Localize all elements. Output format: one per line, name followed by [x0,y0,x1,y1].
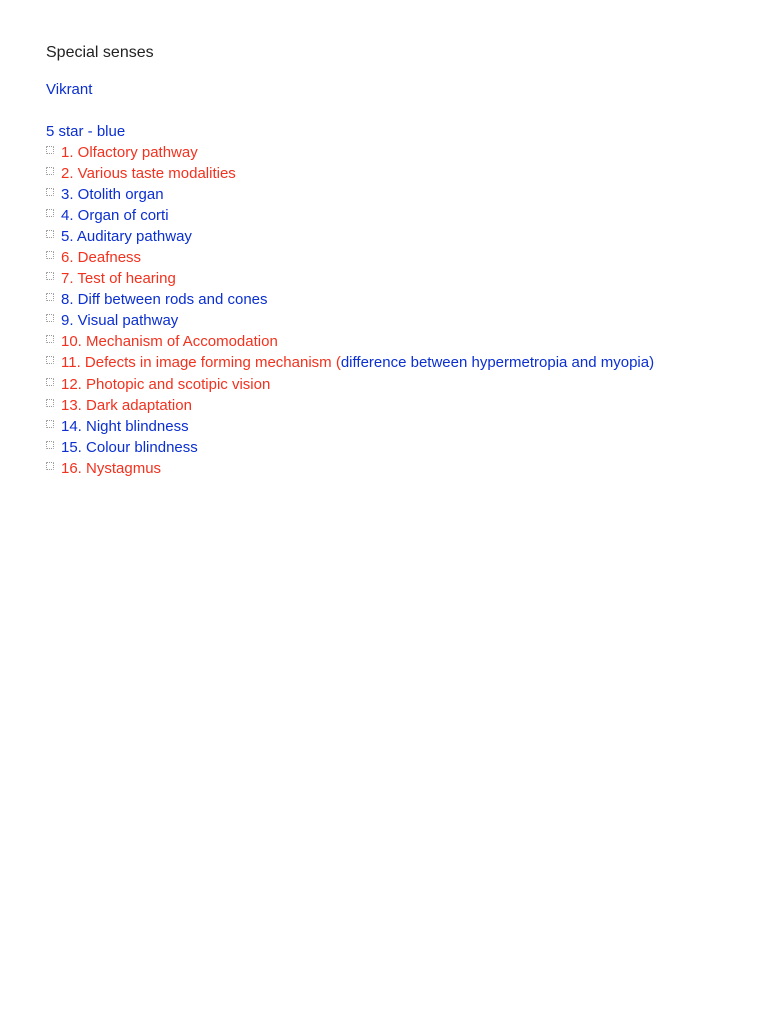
checklist-item-text: 12. Photopic and scotipic vision [61,375,271,393]
checklist-item [46,416,654,437]
checkbox-icon[interactable] [46,230,54,238]
checkbox-icon[interactable] [46,335,54,343]
checklist-item [46,395,654,416]
checkbox-icon[interactable] [46,146,54,154]
checklist-item [46,184,654,205]
checkbox-icon[interactable] [46,356,54,364]
checklist-item-text: 1. Olfactory pathway [61,144,198,162]
checklist-item-text: 11. Defects in image forming mechanism ( [61,354,341,372]
legend-note: 5 star - blue [46,123,126,140]
checkbox-icon[interactable] [46,209,54,217]
checklist-item [46,163,654,184]
checkbox-icon[interactable] [46,272,54,280]
checklist-item [46,268,654,289]
checklist-item [46,226,654,247]
checklist-item-text: 2. Various taste modalities [61,165,236,183]
checkbox-icon[interactable] [46,441,54,449]
checklist-item-text: 13. Dark adaptation [61,396,192,414]
checkbox-icon[interactable] [46,188,54,196]
checklist-item-text: 6. Deafness [61,249,142,267]
checklist-item [46,310,654,331]
checklist-item-text: 15. Colour blindness [61,438,198,456]
checkbox-icon[interactable] [46,293,54,301]
checkbox-icon[interactable] [46,462,54,470]
checklist-item [46,437,654,458]
checklist-item-text: 7. Test of hearing [61,270,176,288]
topic-checklist [46,142,654,479]
document-title: Special senses [46,44,154,61]
checkbox-icon[interactable] [46,420,54,428]
checklist-item [46,458,654,479]
checkbox-icon[interactable] [46,378,54,386]
checklist-item-note: difference between hypermetropia and myopia) [340,354,655,372]
checklist-item-text: 14. Night blindness [61,417,189,435]
checklist-item-text: 8. Diff between rods and cones [61,291,268,309]
checkbox-icon[interactable] [46,314,54,322]
checkbox-icon[interactable] [46,251,54,259]
checklist-item-text: 9. Visual pathway [61,312,179,330]
checklist-item-text: 10. Mechanism of Accomodation [61,333,278,351]
checklist-item [46,289,654,310]
checklist-item-text: 16. Nystagmus [61,459,162,477]
checklist-item [46,352,654,373]
checklist-item-text: 4. Organ of corti [61,207,169,225]
author-name: Vikrant [46,81,93,98]
checkbox-icon[interactable] [46,167,54,175]
checklist-item-text: 5. Auditary pathway [61,228,192,246]
checklist-item [46,205,654,226]
checklist-item-text: 3. Otolith organ [61,186,164,204]
checklist-item [46,374,654,395]
checklist-item [46,247,654,268]
checklist-item [46,331,654,352]
checklist-item [46,142,654,163]
checkbox-icon[interactable] [46,399,54,407]
